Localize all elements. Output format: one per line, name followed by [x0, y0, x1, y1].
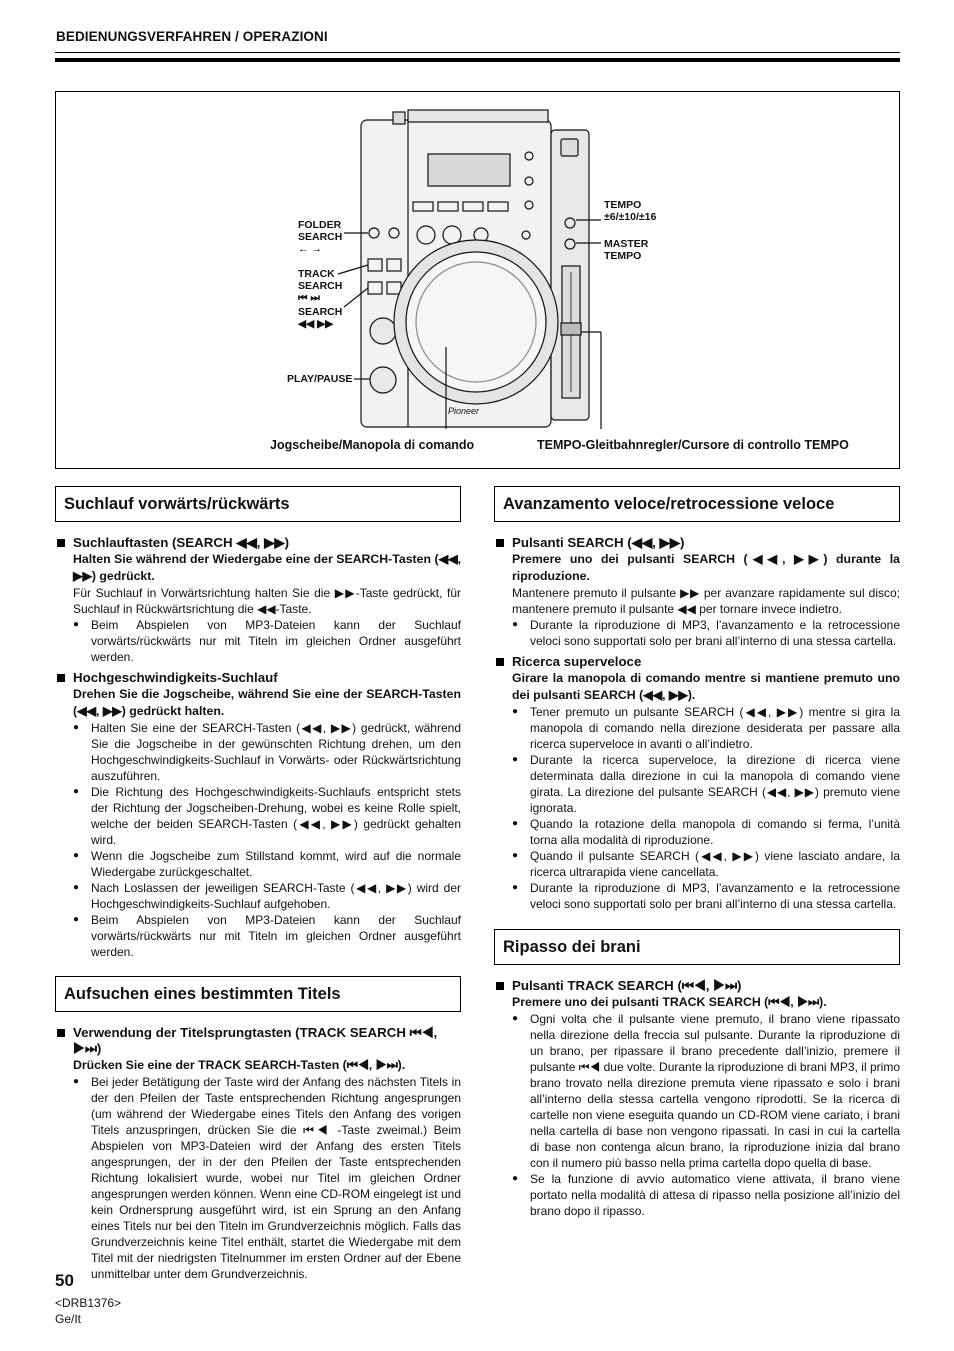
instruction: Premere uno dei pulsanti TRACK SEARCH (⏮◀, ▶⏭). — [512, 995, 827, 1009]
list-item: ● Se la funzione di avvio automatico viene attivata, il brano viene portato nella modalità di attesa di ripasso nella posizione all’inizio del brano dopo il ripasso. — [530, 1171, 900, 1219]
label-search: SEARCH ◀◀ ▶▶ — [298, 306, 343, 330]
bullet-list — [55, 720, 461, 960]
caption-jog-dial: Jogscheibe/Manopola di comando — [270, 438, 475, 452]
subheading: Hochgeschwindigkeits-Suchlauf — [55, 670, 461, 686]
subheading: Pulsanti SEARCH (◀◀, ▶▶) — [494, 535, 900, 551]
list-item: ● Tener premuto un pulsante SEARCH (◀◀, ▶▶) mentre si gira la manopola di comando nella direzione desiderata per passare alla ricerca superveloce in avanti o all’indietro. — [530, 704, 900, 752]
document-code — [55, 1295, 121, 1327]
list-item: ● Quando il pulsante SEARCH (◀◀, ▶▶) viene lasciato andare, la ricerca ultrarapida viene cancellata. — [530, 848, 900, 880]
tempo-slider-knob — [561, 323, 581, 335]
list-item: ● Bei jeder Betätigung der Taste wird der Anfang des nächsten Titels in der den Pfeilen der Taste entsprechenden Richtung angesprungen (um während der Wiedergabe eines Titels den Anfang des vorigen Titels anzuspringen, drücken Sie die ⏮◀ -Taste zweimal.) Beim Abspielen von MP3-Dateien wird der Anfang des ersten Titels angesprungen, der in der den Pfeilen der Taste entsprechenden Richtung lokalisiert wurde, wobei nur Titel im gleichen Ordner angesprungen werden können. Wenn eine CD-ROM eingelegt ist und kein Ordnersprung ausgeführt wird, ist ein Sprung an den Anfang eines Titels nur bei den Titeln im Grundverzeichnis möglich. Falls das Grundverzeichnis keine Titel enthält, startet die Wiedergabe mit dem Titel mit der niedrigsten Titelnummer im ersten Ordner auf der Ebene unmittelbar unter dem Grundverzeichnis. — [91, 1074, 461, 1282]
svg-text:Pioneer: Pioneer — [448, 406, 480, 416]
paragraph: Für Suchlauf in Vorwärtsrichtung halten Sie die ▶▶-Taste gedrückt, für Suchlauf in Rückwärtsrichtung die ◀◀-Taste. — [73, 586, 461, 616]
list-item: ● Durante la riproduzione di MP3, l’avanzamento e la retrocessione veloci sono supportati solo per brani all’interno di una stessa cartella. — [530, 880, 900, 912]
list-item: ● Nach Loslassen der jeweiligen SEARCH-Taste (◀◀, ▶▶) wird der Hochgeschwindigkeits-Suchlauf aufgehoben. — [91, 880, 461, 912]
section-title: Suchlauf vorwärts/rückwärts — [55, 486, 461, 522]
instruction: Girare la manopola di comando mentre si mantiene premuto uno dei pulsanti SEARCH (◀◀, ▶▶). — [512, 671, 900, 702]
column-italian — [494, 486, 900, 1219]
list-item: ● Durante la ricerca superveloce, la direzione di ricerca viene determinata dalla direzione in cui la manopola di comando viene girata. La direzione del pulsante SEARCH (◀◀, ▶▶) premuto viene ignorata. — [530, 752, 900, 816]
label-play-pause: PLAY/PAUSE — [287, 373, 353, 385]
instruction: Halten Sie während der Wiedergabe eine der SEARCH-Tasten (◀◀, ▶▶) gedrückt. — [73, 552, 461, 583]
list-item: ● Beim Abspielen von MP3-Dateien kann der Suchlauf vorwärts/rückwärts nur mit Titeln im gleichen Ordner ausgeführt werden. — [91, 617, 461, 665]
page-header: BEDIENUNGSVERFAHREN / OPERAZIONI — [56, 29, 328, 44]
column-german — [55, 486, 461, 1282]
device-figure — [55, 91, 900, 469]
display-window — [428, 154, 510, 186]
instruction: Drücken Sie eine der TRACK SEARCH-Tasten (⏮◀, ▶⏭). — [73, 1058, 406, 1072]
paragraph: Mantenere premuto il pulsante ▶▶ per avanzare rapidamente sul disco; mantenere premuto il pulsante ◀◀ per tornare invece indietro. — [512, 586, 900, 616]
section-title: Avanzamento veloce/retrocessione veloce — [494, 486, 900, 522]
instruction: Drehen Sie die Jogscheibe, während Sie eine der SEARCH-Tasten (◀◀, ▶▶) gedrückt halten. — [73, 687, 461, 718]
caption-tempo-slider: TEMPO-Gleitbahnregler/Cursore di controllo TEMPO — [537, 438, 849, 452]
instruction: Premere uno dei pulsanti SEARCH (◀◀, ▶▶) durante la riproduzione. — [512, 552, 900, 583]
page-number: 50 — [55, 1271, 74, 1290]
bullet-list — [55, 617, 461, 665]
list-item: ● Durante la riproduzione di MP3, l’avanzamento e la retrocessione veloci sono supportati solo per brani all’interno di una stessa cartella. — [530, 617, 900, 649]
subheading: Ricerca superveloce — [494, 654, 900, 670]
cd-player-illustration — [56, 92, 899, 468]
list-item: ● Die Richtung des Hochgeschwindigkeits-Suchlaufs entspricht stets der Richtung der Jogscheiben-Drehung, wobei es keine Rolle spielt, welche der beiden SEARCH-Tasten (◀◀, ▶▶) gedrückt gehalten wird. — [91, 784, 461, 848]
list-item: ● Halten Sie eine der SEARCH-Tasten (◀◀, ▶▶) gedrückt, während Sie die Jogscheibe in der gewünschten Richtung drehen, um den Hochgeschwindigkeits-Suchlauf in Vorwärts- oder Rückwärtsrichtung auszuführen. — [91, 720, 461, 784]
list-item: ● Quando la rotazione della manopola di comando si ferma, l’unità torna alla modalità di riproduzione. — [530, 816, 900, 848]
header-rule-thin — [55, 52, 900, 53]
bullet-list — [494, 704, 900, 912]
label-master-tempo: MASTER TEMPO — [604, 238, 649, 262]
label-track-search: TRACK SEARCH ⏮ ⏭ — [298, 268, 343, 304]
doc-code: <DRB1376> — [55, 1296, 122, 1310]
bullet-list — [55, 1074, 461, 1282]
player-top-strip — [408, 110, 548, 122]
subheading: Verwendung der Titelsprungtasten (TRACK SEARCH ⏮◀, ▶⏭) — [55, 1025, 461, 1057]
section-title: Aufsuchen eines bestimmten Titels — [55, 976, 461, 1012]
subheading: Pulsanti TRACK SEARCH (⏮◀, ▶⏭) — [494, 978, 900, 994]
bullet-list — [494, 1011, 900, 1219]
jog-dial — [406, 252, 546, 392]
list-item: ● Beim Abspielen von MP3-Dateien kann der Suchlauf vorwärts/rückwärts nur mit Titeln im gleichen Ordner ausgeführt werden. — [91, 912, 461, 960]
section-title: Ripasso dei brani — [494, 929, 900, 965]
label-tempo: TEMPO ±6/±10/±16 — [604, 199, 657, 223]
list-item: ● Wenn die Jogscheibe zum Stillstand kommt, wird auf die normale Wiedergabe zurückgeschaltet. — [91, 848, 461, 880]
label-folder-search: FOLDER SEARCH ← → — [298, 219, 343, 255]
bullet-list — [494, 617, 900, 649]
subheading: Suchlauftasten (SEARCH ◀◀, ▶▶) — [55, 535, 461, 551]
doc-language: Ge/It — [55, 1312, 82, 1326]
list-item: ● Ogni volta che il pulsante viene premuto, il brano viene ripassato nella direzione della freccia sul pulsante. Durante la riproduzione di un brano, per ripassare il brano precedente dall’inizio, premere il pulsante ⏮◀ due volte. Durante la riproduzione di brani MP3, il primo brano trovato nella direzione premuta viene ripassato e solo i brani all’interno della stessa cartella vengono riprodotti. Se la ricerca di cartelle non viene eseguita quando un CD-ROM viene cariato, i brani nella cartella di base non vengono ripassati. In casi in cui la cartella di base non contenga alcun brano, la riproduzione inizia dal brano con il numero più basso nella prima cartella dopo quella di base. — [530, 1011, 900, 1171]
header-rule-thick — [55, 58, 900, 62]
